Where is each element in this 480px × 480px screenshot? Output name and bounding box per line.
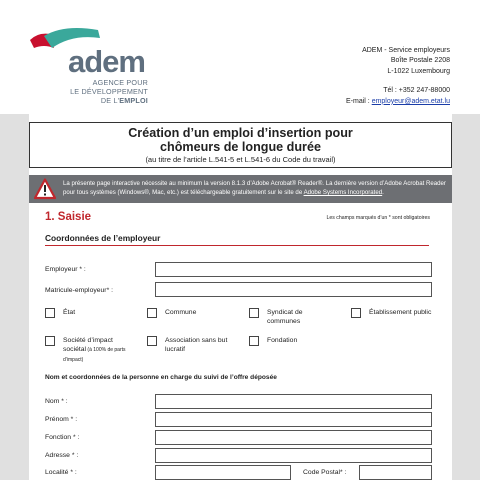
prenom-label: Prénom * : — [45, 416, 78, 423]
logo-tagline-1: AGENCE POUR — [92, 78, 148, 87]
checkbox-etat-label: État — [63, 309, 76, 316]
checkbox-fondation[interactable] — [249, 336, 259, 346]
nom-label: Nom * : — [45, 398, 68, 405]
checkbox-etat[interactable] — [45, 308, 55, 318]
code-postal-input[interactable] — [359, 465, 432, 480]
required-fields-note: Les champs marqués d’un * sont obligatoires — [326, 215, 430, 221]
contact-org: ADEM - Service employeurs — [362, 47, 450, 54]
form-page — [29, 114, 452, 480]
code-postal-label: Code Postal* : — [303, 469, 347, 476]
form-title-line-2: chômeurs de longue durée — [160, 140, 321, 154]
contact-po-box: Boîte Postale 2208 — [390, 57, 450, 65]
form-title-line-1: Création d’un emploi d’insertion pour — [128, 126, 353, 140]
employer-heading: Coordonnées de l’employeur — [45, 233, 429, 246]
prenom-input[interactable] — [155, 412, 432, 427]
employer-input[interactable] — [155, 262, 432, 277]
acrobat-notice-banner — [29, 175, 452, 203]
localite-input[interactable] — [155, 465, 291, 480]
contact-email-link[interactable]: employeur@adem.etat.lu — [371, 97, 450, 105]
nom-input[interactable] — [155, 394, 432, 409]
form-background — [0, 114, 480, 480]
contact-block — [346, 46, 450, 107]
fonction-input[interactable] — [155, 430, 432, 445]
adobe-link[interactable]: Adobe Systems Incorporated — [303, 189, 383, 196]
warning-icon — [34, 178, 56, 200]
contact-person-heading: Nom et coordonnées de la personne en charge du suivi de l’offre déposée — [45, 374, 277, 381]
employer-label: Employeur * : — [45, 266, 86, 273]
registration-label: Matricule-employeur* : — [45, 287, 113, 294]
adresse-input[interactable] — [155, 448, 432, 463]
checkbox-societe-label: Société d’impact sociétal (à 100% de parts d’impact) — [63, 337, 126, 363]
checkbox-etablissement-label: Établissement public — [369, 309, 432, 316]
checkbox-societe[interactable] — [45, 336, 55, 346]
checkbox-commune-label: Commune — [165, 309, 197, 316]
adresse-label: Adresse * : — [45, 452, 79, 459]
logo-wordmark: adem — [68, 44, 145, 79]
form-title-box — [29, 122, 452, 168]
localite-label: Localité * : — [45, 469, 77, 476]
form-title-legal-ref: (au titre de l’article L.541-5 et L.541-6 du Code du travail) — [145, 155, 336, 164]
contact-city: L-1022 Luxembourg — [387, 67, 450, 75]
page-header — [0, 0, 480, 114]
contact-email-row: E-mail : employeur@adem.etat.lu — [346, 97, 450, 105]
checkbox-syndicat-label: Syndicat de communes — [267, 309, 303, 325]
registration-input[interactable] — [155, 282, 432, 297]
adem-logo — [28, 24, 148, 108]
checkbox-fondation-label: Fondation — [267, 337, 298, 344]
checkbox-etablissement[interactable] — [351, 308, 361, 318]
checkbox-syndicat[interactable] — [249, 308, 259, 318]
notice-text: La présente page interactive nécessite au minimum la version 8.1.3 d’Adobe Acrobat® Reader®. La dernière version d’Adobe Acrobat Reader pour tous systèmes (Windows®, Mac, etc.) est téléchargeable gratuitement sur le site de Adobe Systems Incorporated. — [63, 180, 446, 196]
checkbox-commune[interactable] — [147, 308, 157, 318]
contact-phone: Tél : +352 247-88000 — [383, 87, 450, 95]
checkbox-association[interactable] — [147, 336, 157, 346]
fonction-label: Fonction * : — [45, 434, 80, 441]
logo-tagline-2: LE DÉVELOPPEMENT — [70, 87, 148, 96]
logo-tagline-3: DE L'EMPLOI — [100, 96, 148, 105]
section-title: 1. Saisie — [45, 211, 92, 223]
checkbox-association-label: Association sans but lucratif — [165, 337, 228, 353]
